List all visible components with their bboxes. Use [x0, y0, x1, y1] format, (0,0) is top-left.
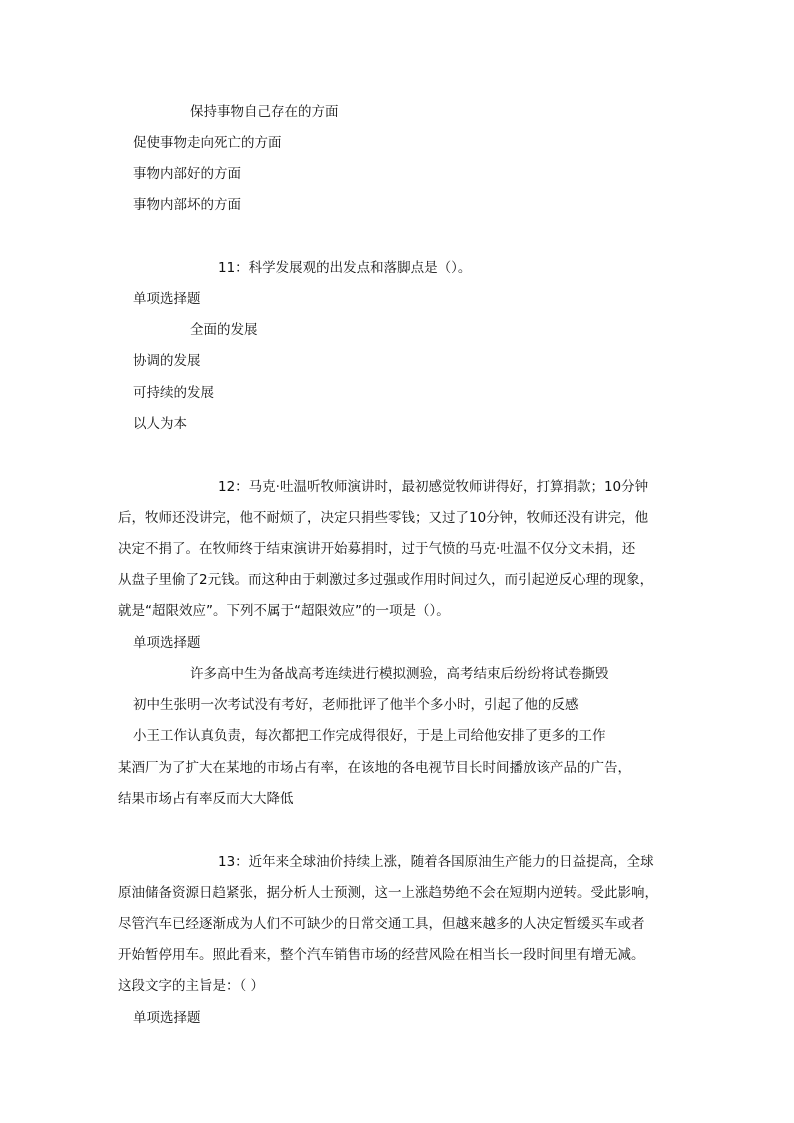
q12-option-d: 某酒厂为了扩大在某地的市场占有率，在该地的各电视节目长时间播放该产品的广告，: [118, 760, 631, 776]
q13-stem-line-5: 这段文字的主旨是：（ ）: [118, 978, 265, 994]
q12-option-d-continued: 结果市场占有率反而大大降低: [118, 791, 294, 807]
q11-stem: 11：科学发展观的出发点和落脚点是（）。: [218, 260, 472, 276]
q13-stem-line-2: 原油储备资源日趋紧张，据分析人士预测，这一上涨趋势绝不会在短期内逆转。受此影响，: [118, 885, 658, 901]
q12-option-a: 许多高中生为备战高考连续进行模拟测验，高考结束后纷纷将试卷撕毁: [190, 666, 609, 682]
q10-option-a: 保持事物自己存在的方面: [190, 104, 339, 120]
q10-option-c: 事物内部好的方面: [133, 166, 241, 182]
q13-stem-line-4: 开始暂停用车。照此看来，整个汽车销售市场的经营风险在相当长一段时间里有增无减。: [118, 947, 645, 963]
q11-option-d: 以人为本: [133, 416, 187, 432]
q11-option-a: 全面的发展: [190, 322, 258, 338]
q13-stem-line-3: 尽管汽车已经逐渐成为人们不可缺少的日常交通工具，但越来越多的人决定暂缓买车或者: [118, 916, 645, 932]
q12-stem-line-2: 后，牧师还没讲完，他不耐烦了，决定只捐些零钱；又过了10分钟，牧师还没有讲完，他: [118, 510, 649, 526]
q11-type: 单项选择题: [133, 291, 201, 307]
q12-stem-line-3: 决定不捐了。在牧师终于结束演讲开始募捐时，过于气愤的马克·吐温不仅分文未捐，还: [118, 541, 636, 557]
q12-stem-line-5: 就是“超限效应”。下列不属于“超限效应”的一项是（）。: [118, 603, 450, 619]
q11-option-c: 可持续的发展: [133, 385, 214, 401]
q12-stem-line-1: 12：马克·吐温听牧师演讲时，最初感觉牧师讲得好，打算捐款；10分钟: [218, 479, 649, 495]
q12-stem-line-4: 从盘子里偷了2元钱。而这种由于刺激过多过强或作用时间过久，而引起逆反心理的现象，: [118, 572, 654, 588]
q12-type: 单项选择题: [133, 635, 201, 651]
q13-type: 单项选择题: [133, 1010, 201, 1026]
q10-option-d: 事物内部坏的方面: [133, 197, 241, 213]
q10-option-b: 促使事物走向死亡的方面: [133, 135, 282, 151]
q11-option-b: 协调的发展: [133, 353, 201, 369]
q13-stem-line-1: 13：近年来全球油价持续上涨，随着各国原油生产能力的日益提高，全球: [218, 854, 654, 870]
q12-option-b: 初中生张明一次考试没有考好，老师批评了他半个多小时，引起了他的反感: [133, 697, 579, 713]
q12-option-c: 小王工作认真负责，每次都把工作完成得很好，于是上司给他安排了更多的工作: [133, 728, 606, 744]
